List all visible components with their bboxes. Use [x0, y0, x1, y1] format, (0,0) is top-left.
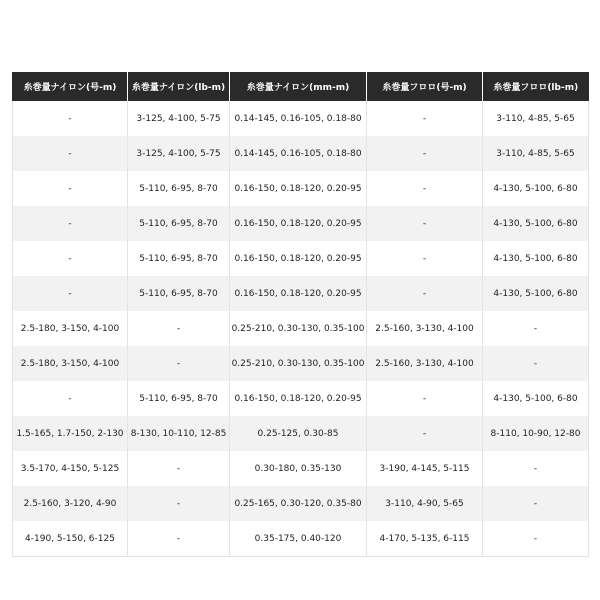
- cell-nylon-lb-m: 3-125, 4-100, 5-75: [128, 101, 230, 136]
- cell-fluoro-lb-m: 4-130, 5-100, 6-80: [483, 171, 589, 206]
- cell-fluoro-lb-m: -: [483, 521, 589, 557]
- cell-nylon-lb-m: -: [128, 521, 230, 557]
- cell-fluoro-lb-m: 8-110, 10-90, 12-80: [483, 416, 589, 451]
- cell-nylon-mm-m: 0.30-180, 0.35-130: [230, 451, 367, 486]
- cell-nylon-mm-m: 0.16-150, 0.18-120, 0.20-95: [230, 276, 367, 311]
- table-row: [13, 206, 589, 241]
- table-row: [13, 171, 589, 206]
- table-row: [13, 311, 589, 346]
- cell-nylon-mm-m: 0.25-125, 0.30-85: [230, 416, 367, 451]
- cell-nylon-go-m: 2.5-180, 3-150, 4-100: [13, 311, 128, 346]
- table-row: [13, 486, 589, 521]
- table-header-row: [13, 72, 589, 101]
- cell-fluoro-go-m: 2.5-160, 3-130, 4-100: [367, 346, 483, 381]
- cell-fluoro-lb-m: 4-130, 5-100, 6-80: [483, 241, 589, 276]
- cell-nylon-go-m: -: [13, 276, 128, 311]
- cell-fluoro-go-m: 3-110, 4-90, 5-65: [367, 486, 483, 521]
- line-capacity-table: [12, 72, 589, 557]
- cell-nylon-go-m: -: [13, 206, 128, 241]
- cell-nylon-lb-m: 8-130, 10-110, 12-85: [128, 416, 230, 451]
- cell-nylon-lb-m: -: [128, 311, 230, 346]
- cell-fluoro-lb-m: 4-130, 5-100, 6-80: [483, 206, 589, 241]
- cell-fluoro-lb-m: -: [483, 486, 589, 521]
- cell-fluoro-go-m: -: [367, 381, 483, 416]
- cell-nylon-go-m: 3.5-170, 4-150, 5-125: [13, 451, 128, 486]
- cell-nylon-lb-m: 5-110, 6-95, 8-70: [128, 171, 230, 206]
- header-nylon-mm-m: 糸巻量ナイロン(mm-m): [230, 72, 367, 101]
- cell-nylon-go-m: -: [13, 381, 128, 416]
- table-row: [13, 136, 589, 171]
- cell-nylon-mm-m: 0.25-210, 0.30-130, 0.35-100: [230, 346, 367, 381]
- cell-fluoro-go-m: -: [367, 241, 483, 276]
- table-row: [13, 346, 589, 381]
- cell-fluoro-lb-m: 4-130, 5-100, 6-80: [483, 381, 589, 416]
- cell-fluoro-go-m: 3-190, 4-145, 5-115: [367, 451, 483, 486]
- cell-nylon-lb-m: 5-110, 6-95, 8-70: [128, 276, 230, 311]
- cell-fluoro-go-m: 4-170, 5-135, 6-115: [367, 521, 483, 557]
- cell-nylon-go-m: 2.5-160, 3-120, 4-90: [13, 486, 128, 521]
- cell-nylon-mm-m: 0.14-145, 0.16-105, 0.18-80: [230, 101, 367, 136]
- cell-nylon-go-m: -: [13, 136, 128, 171]
- cell-nylon-lb-m: -: [128, 346, 230, 381]
- cell-fluoro-lb-m: 4-130, 5-100, 6-80: [483, 276, 589, 311]
- cell-fluoro-go-m: -: [367, 206, 483, 241]
- cell-nylon-mm-m: 0.25-210, 0.30-130, 0.35-100: [230, 311, 367, 346]
- cell-nylon-lb-m: 5-110, 6-95, 8-70: [128, 206, 230, 241]
- cell-nylon-lb-m: 5-110, 6-95, 8-70: [128, 241, 230, 276]
- cell-fluoro-go-m: -: [367, 416, 483, 451]
- cell-nylon-go-m: -: [13, 241, 128, 276]
- header-fluoro-go-m: 糸巻量フロロ(号-m): [367, 72, 483, 101]
- cell-nylon-go-m: -: [13, 101, 128, 136]
- cell-fluoro-go-m: -: [367, 136, 483, 171]
- header-nylon-go-m: 糸巻量ナイロン(号-m): [13, 72, 128, 101]
- table-row: [13, 101, 589, 136]
- cell-nylon-mm-m: 0.16-150, 0.18-120, 0.20-95: [230, 381, 367, 416]
- cell-nylon-mm-m: 0.16-150, 0.18-120, 0.20-95: [230, 241, 367, 276]
- table-row: [13, 241, 589, 276]
- cell-nylon-mm-m: 0.25-165, 0.30-120, 0.35-80: [230, 486, 367, 521]
- table-row: [13, 416, 589, 451]
- cell-fluoro-lb-m: -: [483, 346, 589, 381]
- cell-nylon-mm-m: 0.35-175, 0.40-120: [230, 521, 367, 557]
- cell-nylon-lb-m: 3-125, 4-100, 5-75: [128, 136, 230, 171]
- table-row: [13, 381, 589, 416]
- cell-nylon-go-m: 2.5-180, 3-150, 4-100: [13, 346, 128, 381]
- table-row: [13, 451, 589, 486]
- cell-nylon-go-m: 4-190, 5-150, 6-125: [13, 521, 128, 557]
- cell-fluoro-lb-m: -: [483, 451, 589, 486]
- table-row: [13, 521, 589, 557]
- cell-fluoro-lb-m: 3-110, 4-85, 5-65: [483, 101, 589, 136]
- cell-fluoro-go-m: -: [367, 171, 483, 206]
- cell-fluoro-go-m: -: [367, 276, 483, 311]
- cell-fluoro-go-m: 2.5-160, 3-130, 4-100: [367, 311, 483, 346]
- spec-table-container: [12, 72, 588, 557]
- cell-nylon-lb-m: -: [128, 486, 230, 521]
- table-row: [13, 276, 589, 311]
- header-fluoro-lb-m: 糸巻量フロロ(lb-m): [483, 72, 589, 101]
- cell-nylon-mm-m: 0.14-145, 0.16-105, 0.18-80: [230, 136, 367, 171]
- header-nylon-lb-m: 糸巻量ナイロン(lb-m): [128, 72, 230, 101]
- cell-fluoro-lb-m: -: [483, 311, 589, 346]
- cell-nylon-go-m: -: [13, 171, 128, 206]
- cell-nylon-mm-m: 0.16-150, 0.18-120, 0.20-95: [230, 206, 367, 241]
- cell-nylon-go-m: 1.5-165, 1.7-150, 2-130: [13, 416, 128, 451]
- cell-nylon-mm-m: 0.16-150, 0.18-120, 0.20-95: [230, 171, 367, 206]
- cell-fluoro-go-m: -: [367, 101, 483, 136]
- cell-nylon-lb-m: 5-110, 6-95, 8-70: [128, 381, 230, 416]
- cell-fluoro-lb-m: 3-110, 4-85, 5-65: [483, 136, 589, 171]
- cell-nylon-lb-m: -: [128, 451, 230, 486]
